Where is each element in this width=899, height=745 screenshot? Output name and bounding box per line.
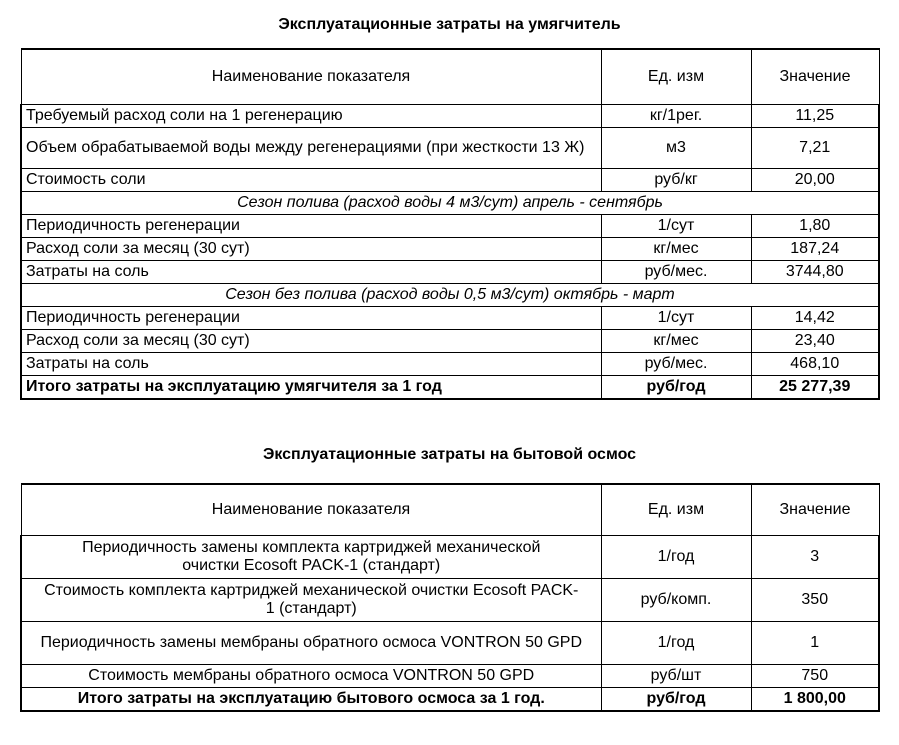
season-irrigation: Сезон полива (расход воды 4 м3/сут) апрель - сентябрь [21, 192, 879, 215]
table-row [21, 622, 879, 665]
total-row [21, 376, 879, 400]
row-unit: кг/1рег. [601, 105, 751, 128]
row-unit: руб/шт [601, 665, 751, 688]
row-name: Стоимость мембраны обратного осмоса VONTRON 50 GPD [21, 665, 601, 688]
table-row [21, 665, 879, 688]
row-unit: 1/год [601, 536, 751, 579]
header-value: Значение [751, 49, 879, 105]
row-value: 187,24 [751, 238, 879, 261]
table-row [21, 330, 879, 353]
table-header-row [21, 484, 879, 536]
row-name: Расход соли за месяц (30 сут) [21, 238, 601, 261]
header-unit: Ед. изм [601, 49, 751, 105]
total-name: Итого затраты на эксплуатацию бытового осмоса за 1 год. [21, 688, 601, 712]
row-name: Затраты на соль [21, 353, 601, 376]
season-no-irrigation: Сезон без полива (расход воды 0,5 м3/сут) октябрь - март [21, 284, 879, 307]
row-name: Периодичность регенерации [21, 215, 601, 238]
table-row [21, 261, 879, 284]
header-value: Значение [751, 484, 879, 536]
row-name: Стоимость комплекта картриджей механической очистки Ecosoft PACK-1 (стандарт) [21, 579, 601, 622]
table-row [21, 128, 879, 169]
row-value: 23,40 [751, 330, 879, 353]
row-name: Расход соли за месяц (30 сут) [21, 330, 601, 353]
table-row [21, 536, 879, 579]
table-row [21, 307, 879, 330]
table-row [21, 105, 879, 128]
total-name: Итого затраты на эксплуатацию умягчителя за 1 год [21, 376, 601, 400]
row-value: 1,80 [751, 215, 879, 238]
header-unit: Ед. изм [601, 484, 751, 536]
total-value: 1 800,00 [751, 688, 879, 712]
row-name: Периодичность регенерации [21, 307, 601, 330]
row-name: Периодичность замены мембраны обратного осмоса VONTRON 50 GPD [21, 622, 601, 665]
row-value: 3744,80 [751, 261, 879, 284]
softener-title: Эксплуатационные затраты на умягчитель [278, 16, 621, 33]
row-name: Периодичность замены комплекта картриджей механической очистки Ecosoft PACK-1 (стандарт) [21, 536, 601, 579]
row-unit: кг/мес [601, 238, 751, 261]
row-value: 7,21 [751, 128, 879, 169]
row-name: Требуемый расход соли на 1 регенерацию [21, 105, 601, 128]
row-value: 11,25 [751, 105, 879, 128]
row-value: 1 [751, 622, 879, 665]
total-value: 25 277,39 [751, 376, 879, 400]
row-unit: руб/комп. [601, 579, 751, 622]
row-unit: руб/кг [601, 169, 751, 192]
season-row [21, 284, 879, 307]
row-unit: руб/мес. [601, 353, 751, 376]
osmosis-title: Эксплуатационные затраты на бытовой осмос [262, 446, 637, 463]
row-unit: 1/сут [601, 307, 751, 330]
table-row [21, 353, 879, 376]
row-value: 750 [751, 665, 879, 688]
header-name: Наименование показателя [21, 49, 601, 105]
row-value: 3 [751, 536, 879, 579]
table-header-row [21, 49, 879, 105]
row-unit: 1/год [601, 622, 751, 665]
row-unit: 1/сут [601, 215, 751, 238]
total-row [21, 688, 879, 712]
row-value: 350 [751, 579, 879, 622]
table-row [21, 238, 879, 261]
row-name: Стоимость соли [21, 169, 601, 192]
row-unit: кг/мес [601, 330, 751, 353]
row-value: 468,10 [751, 353, 879, 376]
osmosis-table [20, 483, 880, 712]
table-row [21, 579, 879, 622]
row-value: 20,00 [751, 169, 879, 192]
header-name: Наименование показателя [21, 484, 601, 536]
row-name: Затраты на соль [21, 261, 601, 284]
row-unit: м3 [601, 128, 751, 169]
total-unit: руб/год [601, 688, 751, 712]
season-row [21, 192, 879, 215]
table-row [21, 215, 879, 238]
row-name: Объем обрабатываемой воды между регенерациями (при жесткости 13 Ж) [21, 128, 601, 169]
row-unit: руб/мес. [601, 261, 751, 284]
table-row [21, 169, 879, 192]
total-unit: руб/год [601, 376, 751, 400]
row-value: 14,42 [751, 307, 879, 330]
softener-table [20, 48, 880, 400]
